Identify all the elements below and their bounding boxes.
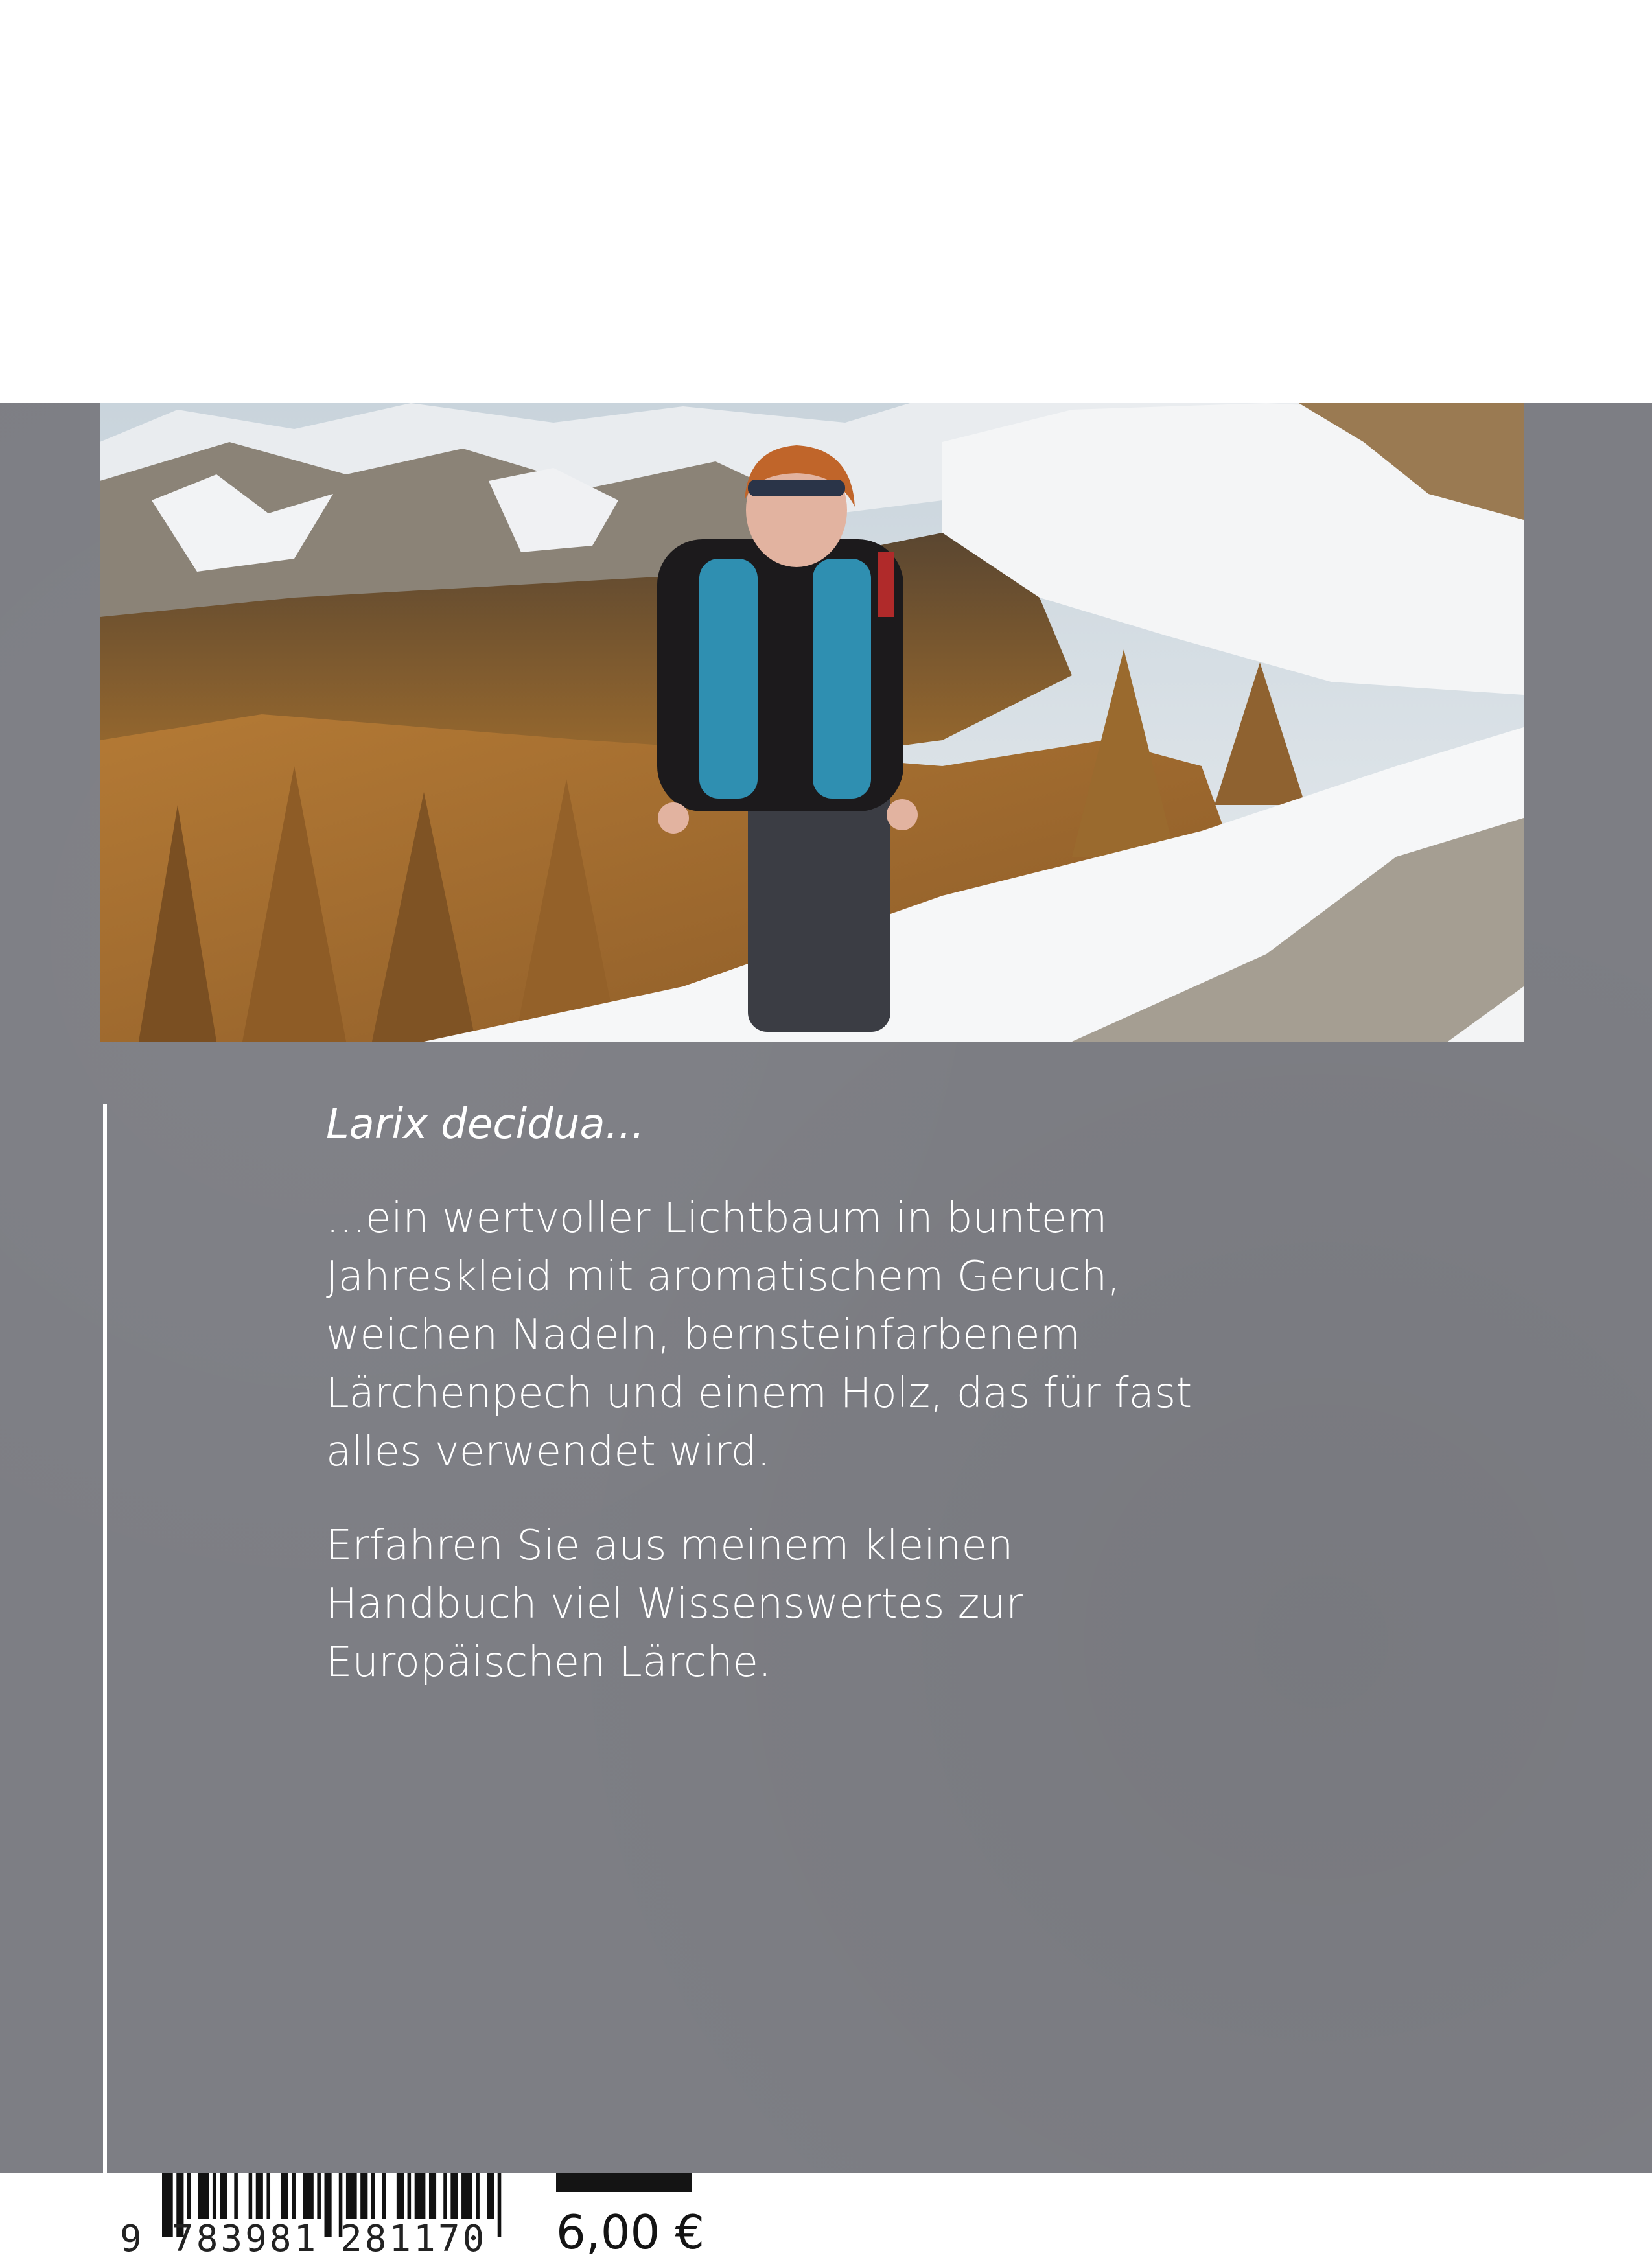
paragraph-2-line: Handbuch viel Wissenswertes zur xyxy=(326,1580,1023,1628)
paragraph-2-line: Europäischen Lärche. xyxy=(326,1638,772,1686)
barcode-bar xyxy=(198,2173,209,2219)
barcode-bar xyxy=(498,2173,502,2237)
barcode-bar xyxy=(360,2173,367,2219)
author-photo-illustration xyxy=(100,403,1524,1042)
paragraph-1-line: Jahreskleid mit aromatischem Geruch, xyxy=(326,1253,1121,1301)
barcode-bar xyxy=(325,2173,332,2237)
barcode-bar xyxy=(382,2173,386,2219)
barcode-prefix-digit: 9 xyxy=(120,2218,142,2260)
cover-description-paragraph-1 xyxy=(326,1189,1298,1481)
isbn-barcode xyxy=(120,2173,522,2262)
barcode-bar xyxy=(487,2173,494,2219)
price-bar xyxy=(556,2173,692,2192)
barcode-bar xyxy=(266,2173,270,2219)
cover-description-paragraph-2 xyxy=(326,1517,1298,1692)
author-photo xyxy=(100,403,1524,1042)
barcode-bar xyxy=(303,2173,314,2219)
barcode-bar xyxy=(443,2173,447,2219)
paragraph-2-line: Erfahren Sie aus meinem kleinen xyxy=(326,1522,1014,1570)
paragraph-1-line: Lärchenpech und einem Holz, das für fast xyxy=(326,1370,1192,1417)
barcode-bar xyxy=(476,2173,480,2219)
barcode-bar xyxy=(461,2173,472,2219)
price-tag xyxy=(556,2173,705,2262)
barcode-bar xyxy=(346,2173,357,2219)
barcode-bar xyxy=(249,2173,253,2219)
barcode-bar xyxy=(234,2173,238,2219)
paragraph-1-line: ...ein wertvoller Lichtbaum in buntem xyxy=(326,1195,1108,1242)
barcode-bar xyxy=(317,2173,321,2219)
barcode-bar xyxy=(213,2173,216,2219)
barcode-bar xyxy=(415,2173,426,2219)
barcode-bar xyxy=(429,2173,436,2219)
barcode-bar xyxy=(281,2173,288,2219)
barcode-bar xyxy=(220,2173,227,2219)
barcode-bar xyxy=(450,2173,458,2219)
barcode-bar xyxy=(292,2173,296,2219)
vertical-accent-line xyxy=(103,1104,107,2173)
paragraph-1-line: alles verwendet wird. xyxy=(326,1428,771,1476)
barcode-bar xyxy=(187,2173,191,2219)
barcode-group-2: 281170 xyxy=(340,2218,487,2260)
cover-tagline: Larix decidua... xyxy=(326,1101,645,1148)
price-label: 6,00 € xyxy=(556,2205,705,2259)
barcode-bar xyxy=(397,2173,404,2219)
paragraph-1-line: weichen Nadeln, bernsteinfarbenem xyxy=(326,1311,1080,1359)
barcode-bar xyxy=(371,2173,375,2219)
barcode-bar xyxy=(256,2173,263,2219)
barcode-group-1: 783981 xyxy=(172,2218,319,2260)
barcode-bar xyxy=(408,2173,412,2219)
